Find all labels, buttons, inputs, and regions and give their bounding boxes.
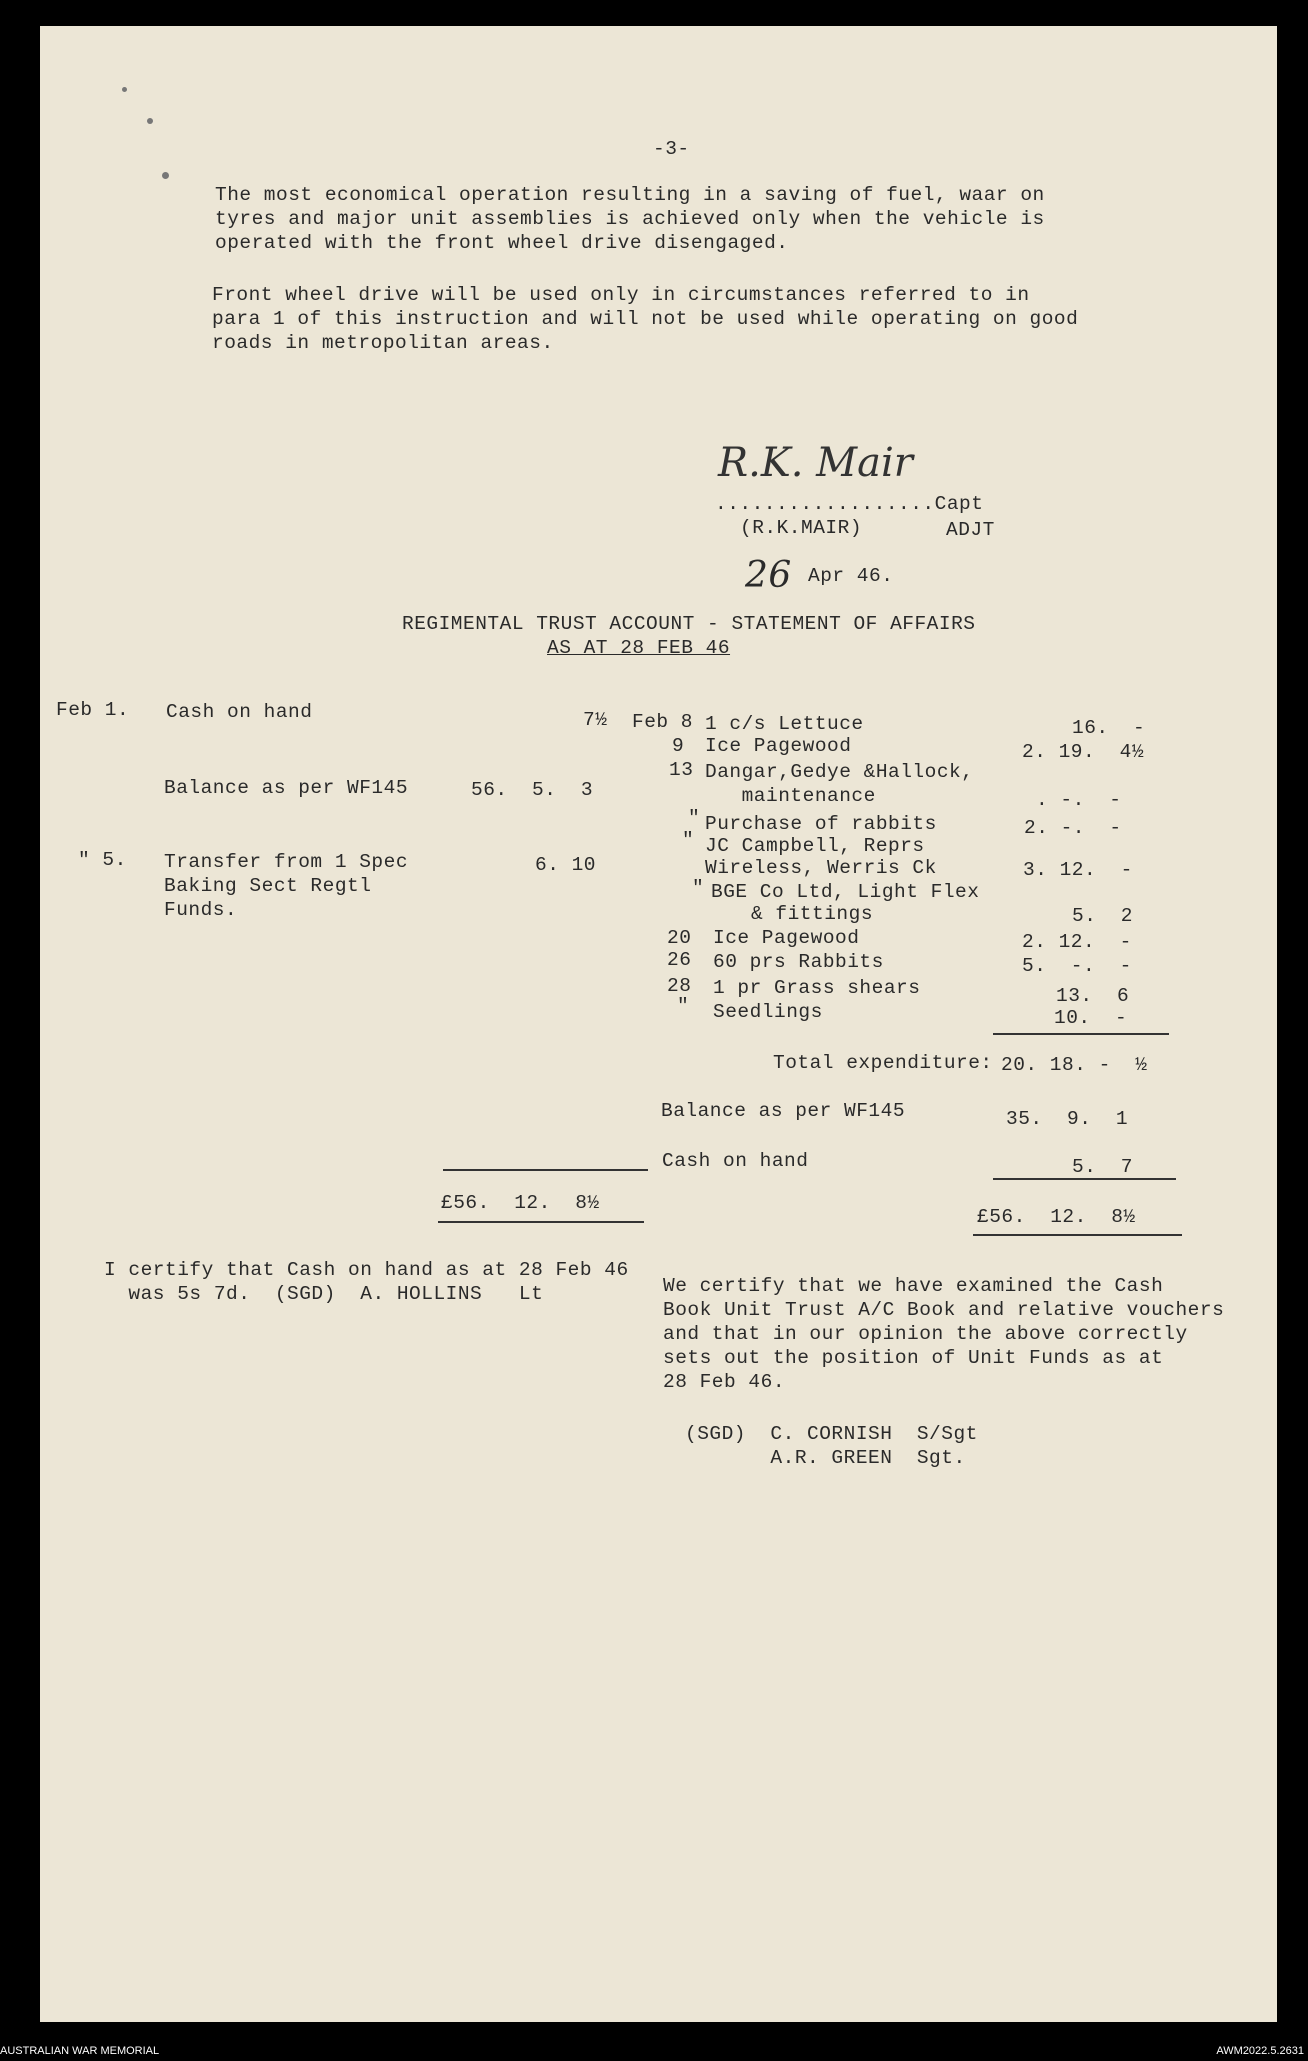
cash-on-hand-label: Cash on hand: [662, 1150, 809, 1172]
expenditure-rule: [993, 1033, 1169, 1035]
receipts-total: £56. 12. 8½: [441, 1192, 600, 1214]
payment-description: JC Campbell, Reprs: [705, 835, 925, 857]
paragraph-line: Front wheel drive will be used only in circumstances referred to in: [212, 284, 1030, 306]
certificate-line: and that in our opinion the above correctly: [663, 1323, 1188, 1345]
statement-subtitle: AS AT 28 FEB 46: [547, 637, 731, 659]
certificate-line: 28 Feb 46.: [663, 1371, 786, 1393]
payment-description: Ice Pagewood: [705, 735, 852, 757]
receipt-date: " 5.: [78, 849, 127, 871]
payment-date: 20: [667, 927, 692, 949]
paragraph-line: The most economical operation resulting in a saving of fuel, waar on: [215, 184, 1045, 206]
audit-signatories: [685, 1422, 978, 1470]
paragraph-line: roads in metropolitan areas.: [212, 332, 554, 354]
paragraph-line: tyres and major unit assemblies is achieved only when the vehicle is: [215, 208, 1045, 230]
certificate-line: was 5s 7d. (SGD) A. HOLLINS Lt: [104, 1283, 544, 1305]
signatory-appointment: ADJT: [946, 519, 995, 541]
payment-description: Wireless, Werris Ck: [705, 857, 937, 879]
payment-description: Ice Pagewood: [713, 927, 860, 949]
payment-date: ": [677, 995, 690, 1017]
payment-amount: 5. 2: [1072, 905, 1134, 927]
paragraph-line: operated with the front wheel drive disengaged.: [215, 232, 789, 254]
payment-description: & fittings: [751, 903, 874, 925]
paragraph-front-wheel-drive: [212, 283, 1078, 355]
certificate-audit: [663, 1274, 1224, 1394]
payment-amount: 2. 12. -: [1022, 931, 1132, 953]
payment-date: ": [688, 807, 701, 829]
page-number: -3-: [653, 138, 690, 160]
signature-dots-rank: ..................Capt: [715, 493, 984, 515]
payment-description: 1 pr Grass shears: [713, 977, 921, 999]
payments-rule: [993, 1178, 1176, 1180]
payment-date: 13: [669, 759, 694, 781]
receipts-total-rule: [438, 1221, 644, 1223]
footer-right: AWM2022.5.2631: [1216, 2045, 1304, 2057]
punch-mark: [162, 172, 169, 179]
balance-label: Balance as per WF145: [661, 1100, 906, 1122]
paragraph-fuel-economy: [215, 183, 1045, 255]
receipt-description: Baking Sect Regtl: [164, 875, 372, 897]
receipt-amount: 56. 5. 3: [471, 779, 594, 801]
payments-total-rule: [973, 1234, 1182, 1236]
payment-date: 9: [672, 735, 685, 757]
payment-amount: 10. -: [1054, 1007, 1128, 1029]
paragraph-line: para 1 of this instruction and will not be used while operating on good: [212, 308, 1079, 330]
payment-date: Feb 8: [632, 711, 694, 733]
statement-title: REGIMENTAL TRUST ACCOUNT - STATEMENT OF AFFAIRS: [402, 613, 976, 635]
certificate-line: Book Unit Trust A/C Book and relative vouchers: [663, 1299, 1225, 1321]
payment-description: 1 c/s Lettuce: [705, 713, 864, 735]
payment-date: ": [692, 877, 705, 899]
payment-date: 26: [667, 949, 692, 971]
receipt-amount: 7½: [583, 709, 608, 731]
receipt-amount: 6. 10: [535, 854, 597, 876]
payment-amount: 2. -. -: [1024, 817, 1122, 839]
date-text: Apr 46.: [808, 565, 894, 587]
receipt-description: Cash on hand: [166, 701, 313, 723]
payment-amount: 16. -: [1072, 717, 1146, 739]
payments-total: £56. 12. 8½: [977, 1206, 1136, 1228]
certificate-line: We certify that we have examined the Cash: [663, 1275, 1164, 1297]
receipt-description: Funds.: [164, 899, 238, 921]
certificate-line: sets out the position of Unit Funds as at: [663, 1347, 1164, 1369]
signatory-line: (SGD) C. CORNISH S/Sgt: [685, 1423, 978, 1445]
payment-amount: 2. 19. 4½: [1022, 741, 1145, 763]
signatory-name: (R.K.MAIR): [740, 517, 863, 539]
payment-description: 60 prs Rabbits: [713, 951, 884, 973]
payment-date: ": [682, 829, 695, 851]
payment-description: BGE Co Ltd, Light Flex: [711, 881, 980, 903]
payment-description: Dangar,Gedye &Hallock,: [705, 761, 974, 783]
receipts-rule: [443, 1169, 648, 1171]
payment-description: Seedlings: [713, 1001, 823, 1023]
payment-amount: 5. -. -: [1022, 955, 1132, 977]
handwritten-signature: R.K. Mair: [718, 440, 913, 486]
payment-amount: 3. 12. -: [1023, 859, 1133, 881]
punch-mark: [147, 118, 153, 124]
payment-description: maintenance: [705, 785, 876, 807]
punch-mark: [122, 87, 127, 92]
payment-description: Purchase of rabbits: [705, 813, 937, 835]
certificate-cash-on-hand: [104, 1258, 629, 1306]
payment-date: 28: [667, 975, 692, 997]
receipt-date: Feb 1.: [56, 699, 130, 721]
total-expenditure-label: Total expenditure:: [773, 1052, 993, 1074]
footer-left: AUSTRALIAN WAR MEMORIAL: [0, 2045, 160, 2057]
payment-amount: 13. 6: [1056, 985, 1130, 1007]
cash-on-hand-value: 5. 7: [1072, 1156, 1134, 1178]
receipt-description: Balance as per WF145: [164, 777, 409, 799]
total-expenditure-value: 20. 18. - ½: [1001, 1054, 1148, 1076]
balance-value: 35. 9. 1: [1006, 1108, 1129, 1130]
receipt-description: Transfer from 1 Spec: [164, 851, 409, 873]
payment-amount: . -. -: [1036, 789, 1122, 811]
signatory-line: A.R. GREEN Sgt.: [685, 1447, 966, 1469]
certificate-line: I certify that Cash on hand as at 28 Feb 46: [104, 1259, 629, 1281]
date-day-handwritten: 26: [745, 555, 792, 596]
